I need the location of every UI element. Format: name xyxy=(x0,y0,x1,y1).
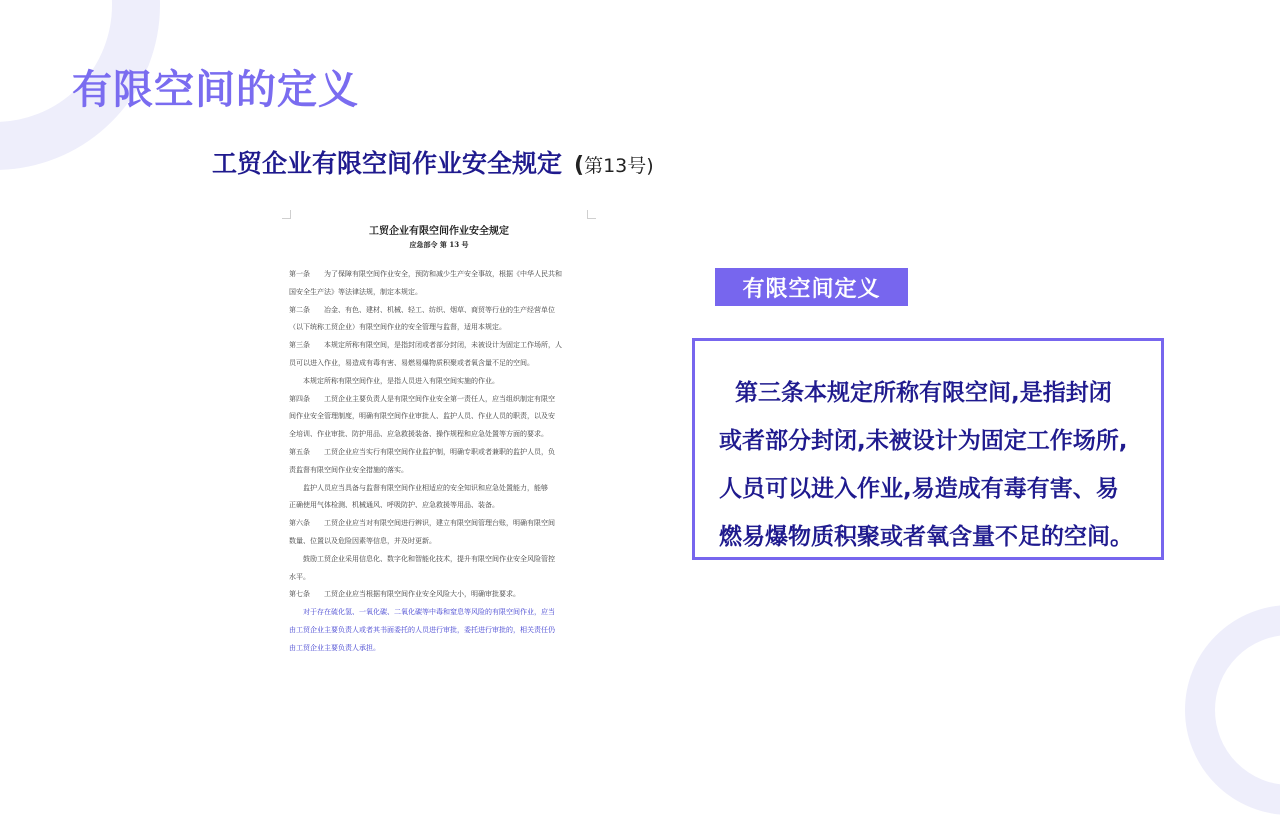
document-line: 第三条 本规定所称有限空间，是指封闭或者部分封闭，未被设计为固定工作场所，人 xyxy=(289,341,562,350)
definition-box xyxy=(692,338,1164,560)
definition-line: 或者部分封闭,未被设计为固定工作场所, xyxy=(719,428,1128,454)
document-line: 第五条 工贸企业应当实行有限空间作业监护制，明确专职或者兼职的监护人员，负 xyxy=(289,447,555,456)
definition-line: 燃易爆物质积聚或者氧含量不足的空间。 xyxy=(719,524,1133,550)
document-line: 员可以进入作业，易造成有毒有害、易燃易爆物质积聚或者氧含量不足的空间。 xyxy=(289,358,534,367)
document-line: 责监督有限空间作业安全措施的落实。 xyxy=(289,465,408,474)
crop-mark-top-left xyxy=(282,210,291,219)
document-line: 水平。 xyxy=(289,572,310,581)
definition-line: 第三条本规定所称有限空间,是指封闭 xyxy=(735,380,1112,406)
regulation-number: 第13号 xyxy=(584,155,647,177)
regulation-title-main: 工贸企业有限空间作业安全规定 xyxy=(212,149,563,178)
document-subtitle: 应急部令 第 13 号 xyxy=(409,240,469,249)
document-line: 国安全生产法》等法律法规，制定本规定。 xyxy=(289,287,422,296)
document-line: 正确使用气体检测、机械通风、呼吸防护、应急救援等用品、装备。 xyxy=(289,501,499,510)
document-body xyxy=(289,266,593,658)
decorative-circle-bottom xyxy=(1185,605,1280,815)
document-line: 第二条 冶金、有色、建材、机械、轻工、纺织、烟草、商贸等行业的生产经营单位 xyxy=(289,305,555,314)
document-line: 由工贸企业主要负责人或者其书面委托的人员进行审批，委托进行审批的，相关责任仍 xyxy=(289,625,555,634)
document-line: 鼓励工贸企业采用信息化、数字化和智能化技术，提升有限空间作业安全风险管控 xyxy=(303,554,555,563)
document-line: 第七条 工贸企业应当根据有限空间作业安全风险大小，明确审批要求。 xyxy=(289,590,520,599)
document-line: 数量、位置以及危险因素等信息，并及时更新。 xyxy=(289,536,436,545)
document-line: 第一条 为了保障有限空间作业安全，预防和减少生产安全事故，根据《中华人民共和 xyxy=(289,270,562,278)
document-line: （以下统称工贸企业）有限空间作业的安全管理与监督，适用本规定。 xyxy=(289,323,506,332)
definition-label: 有限空间定义 xyxy=(715,268,908,306)
document-line: 全培训、作业审批、防护用品、应急救援装备、操作规程和应急处置等方面的要求。 xyxy=(289,430,548,439)
page-title: 有限空间的定义 xyxy=(72,67,359,113)
document-title: 工贸企业有限空间作业安全规定 xyxy=(369,226,509,237)
document-line: 由工贸企业主要负责人承担。 xyxy=(289,643,380,652)
document-line: 本规定所称有限空间作业，是指人员进入有限空间实施的作业。 xyxy=(303,376,499,385)
document-line: 监护人员应当具备与监督有限空间作业相适应的安全知识和应急处置能力，能够 xyxy=(303,483,548,492)
regulation-title xyxy=(212,144,654,180)
regulation-paren-close: ) xyxy=(646,155,654,177)
document-line: 第四条 工贸企业主要负责人是有限空间作业安全第一责任人，应当组织制定有限空 xyxy=(289,394,555,403)
crop-mark-top-right xyxy=(587,210,596,219)
definition-line: 人员可以进入作业,易造成有毒有害、易 xyxy=(719,476,1119,502)
regulation-document-image xyxy=(282,210,596,660)
definition-text xyxy=(719,369,1159,561)
document-line: 第六条 工贸企业应当对有限空间进行辨识，建立有限空间管理台账，明确有限空间 xyxy=(289,519,555,528)
regulation-paren-open: ( xyxy=(574,153,585,178)
document-line: 对于存在硫化氢、一氧化碳、二氧化碳等中毒和窒息等风险的有限空间作业，应当 xyxy=(303,608,555,617)
document-line: 间作业安全管理制度，明确有限空间作业审批人、监护人员、作业人员的职责，以及安 xyxy=(289,412,555,421)
